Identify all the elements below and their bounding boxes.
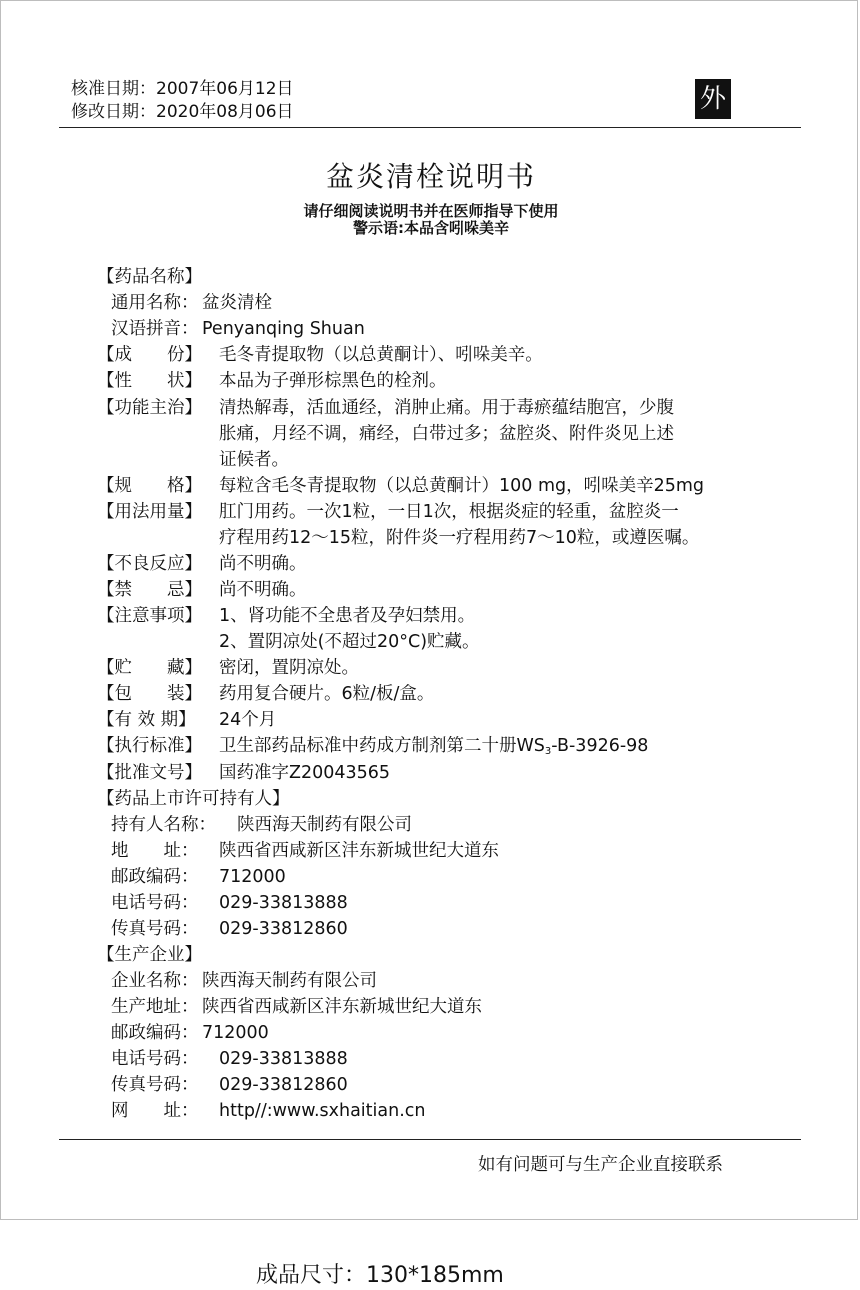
- maker-tel-label: 电话号码：: [111, 1049, 199, 1069]
- standard-code-subscript: 3: [544, 746, 552, 757]
- holder-address-label: 地 址：: [111, 841, 199, 861]
- maker-zip-value: 712000: [202, 1023, 269, 1043]
- precautions-label: 【注意事项】: [97, 606, 202, 626]
- maker-tel-value: 029-33813888: [219, 1049, 348, 1069]
- description-label: 【性 状】: [97, 371, 202, 391]
- maker-zip-label: 邮政编码：: [111, 1023, 199, 1043]
- header-divider: [59, 127, 801, 128]
- usage-line-2: 疗程用药12～15粒，附件炎一疗程用药7～10粒，或遵医嘱。: [219, 528, 700, 548]
- storage-value: 密闭，置阴凉处。: [219, 658, 359, 678]
- spec-value: 每粒含毛冬青提取物（以总黄酮计）100 mg，吲哚美辛25mg: [219, 476, 705, 496]
- pinyin-label: 汉语拼音：: [111, 319, 199, 339]
- holder-name-label: 持有人名称：: [111, 815, 216, 835]
- adverse-value: 尚不明确。: [219, 554, 307, 574]
- revision-date: 修改日期：2020年08月06日: [71, 102, 294, 122]
- contact-note: 如有问题可与生产企业直接联系: [478, 1155, 723, 1175]
- standard-code-suffix: -B-3926-98: [551, 736, 649, 756]
- approval-date: 核准日期：2007年06月12日: [71, 79, 294, 99]
- external-use-badge: 外: [695, 79, 731, 119]
- maker-fax-label: 传真号码：: [111, 1075, 199, 1095]
- precautions-line-2: 2、置阴凉处(不超过20°C)贮藏。: [219, 632, 480, 652]
- holder-heading: 【药品上市许可持有人】: [97, 789, 290, 809]
- maker-heading: 【生产企业】: [97, 945, 202, 965]
- ingredients-label: 【成 份】: [97, 345, 202, 365]
- maker-address-value: 陕西省西咸新区沣东新城世纪大道东: [202, 997, 482, 1017]
- finished-size-caption: 成品尺寸：130*185mm: [256, 1263, 504, 1288]
- indications-label: 【功能主治】: [97, 398, 202, 418]
- instruction-subtitle: 请仔细阅读说明书并在医师指导下使用: [303, 202, 559, 220]
- holder-zip-value: 712000: [219, 867, 286, 887]
- contra-value: 尚不明确。: [219, 580, 307, 600]
- generic-name-label: 通用名称：: [111, 293, 199, 313]
- maker-name-label: 企业名称：: [111, 971, 199, 991]
- generic-name-value: 盆炎清栓: [202, 293, 272, 313]
- package-label: 【包 装】: [97, 684, 202, 704]
- spec-label: 【规 格】: [97, 476, 202, 496]
- holder-address-value: 陕西省西咸新区沣东新城世纪大道东: [219, 841, 499, 861]
- pinyin-value: Penyanqing Shuan: [202, 319, 365, 339]
- approval-value: 国药准字Z20043565: [219, 763, 391, 783]
- warning-line: 警示语:本品含吲哚美辛: [353, 219, 509, 237]
- holder-fax-value: 029-33812860: [219, 919, 348, 939]
- standard-label: 【执行标准】: [97, 736, 202, 756]
- package-value: 药用复合硬片。6粒/板/盒。: [219, 684, 435, 704]
- footer-divider: [59, 1139, 801, 1140]
- indications-line-3: 证候者。: [219, 450, 289, 470]
- drug-name-label: 【药品名称】: [97, 267, 202, 287]
- validity-label: 【有 效 期】: [97, 710, 196, 730]
- maker-name-value: 陕西海天制药有限公司: [202, 971, 377, 991]
- storage-label: 【贮 藏】: [97, 658, 202, 678]
- precautions-line-1: 1、肾功能不全患者及孕妇禁用。: [219, 606, 476, 626]
- approval-label: 【批准文号】: [97, 763, 202, 783]
- holder-fax-label: 传真号码：: [111, 919, 199, 939]
- standard-code-main: 卫生部药品标准中药成方制剂第二十册WS: [219, 736, 545, 756]
- usage-line-1: 肛门用药。一次1粒，一日1次，根据炎症的轻重，盆腔炎一: [219, 502, 679, 522]
- document-title: 盆炎清栓说明书: [325, 160, 536, 193]
- maker-address-label: 生产地址：: [111, 997, 199, 1017]
- ingredients-value: 毛冬青提取物（以总黄酮计）、吲哚美辛。: [219, 345, 543, 365]
- indications-line-2: 胀痛，月经不调，痛经，白带过多；盆腔炎、附件炎见上述: [219, 424, 674, 444]
- indications-line-1: 清热解毒，活血通经，消肿止痛。用于毒瘀蕴结胞宫，少腹: [219, 398, 674, 418]
- holder-tel-label: 电话号码：: [111, 893, 199, 913]
- maker-fax-value: 029-33812860: [219, 1075, 348, 1095]
- description-value: 本品为子弹形棕黑色的栓剂。: [219, 371, 447, 391]
- maker-web-value: http//:www.sxhaitian.cn: [219, 1101, 426, 1121]
- usage-label: 【用法用量】: [97, 502, 202, 522]
- validity-value: 24个月: [219, 710, 277, 730]
- holder-tel-value: 029-33813888: [219, 893, 348, 913]
- contra-label: 【禁 忌】: [97, 580, 202, 600]
- maker-web-label: 网 址：: [111, 1101, 199, 1121]
- adverse-label: 【不良反应】: [97, 554, 202, 574]
- holder-name-value: 陕西海天制药有限公司: [237, 815, 412, 835]
- holder-zip-label: 邮政编码：: [111, 867, 199, 887]
